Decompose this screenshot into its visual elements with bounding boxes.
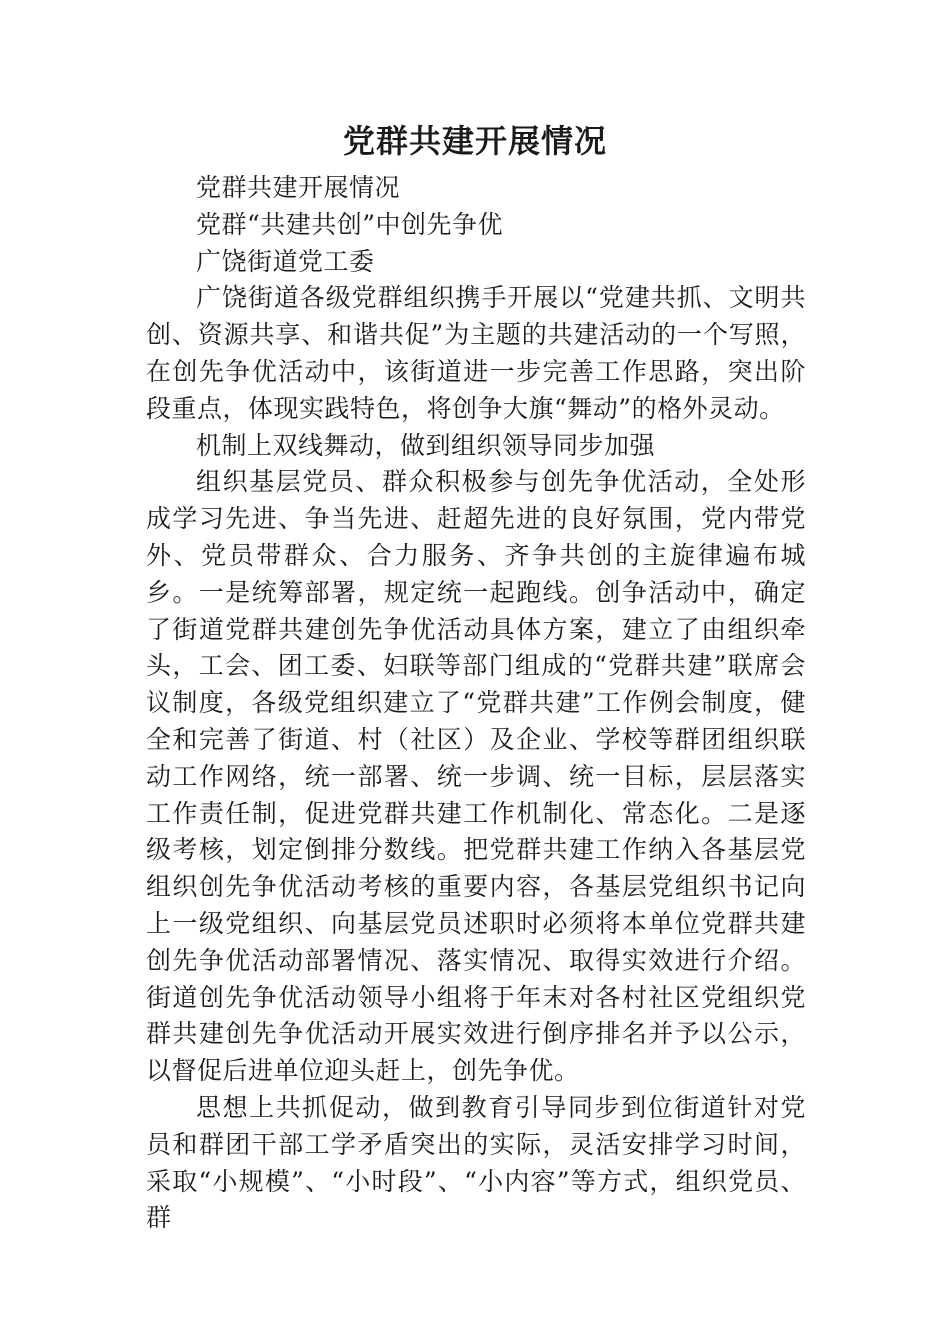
section-heading-mechanism: 机制上双线舞动，做到组织领导同步加强 [196,430,656,460]
paragraph-subtitle: 党群共建开展情况 [196,173,401,202]
paragraph-headline: 党群“共建共创”中创先争优 [196,209,504,239]
document-body [146,170,806,1237]
paragraph-mechanism: 组织基层党员、群众积极参与创先争优活动，全处形成学习先进、争当先进、赶超先进的良好氛围，党内带党外、党员带群众、合力服务、齐争共创的主旋律遍布城乡。一是统筹部署，规定统一起跑线。创争活动中，确定了街道党群共建创先争优活动具体方案，建立了由组织牵头，工会、团工委、妇联等部门组成的“党群共建”联席会议制度，各级党组织建立了“党群共建”工作例会制度，健全和完善了街道、村（社区）及企业、学校等群团组织联动工作网络，统一部署、统一步调、统一目标，层层落实工作责任制，促进党群共建工作机制化、常态化。二是逐级考核，划定倒排分数线。把党群共建工作纳入各基层党组织创先争优活动考核的重要内容，各基层党组织书记向上一级党组织、向基层党员述职时必须将本单位党群共建创先争优活动部署情况、落实情况、取得实效进行介绍。街道创先争优活动领导小组将于年末对各村社区党组织党群共建创先争优活动开展实效进行倒序排名并予以公示，以督促后进单位迎头赶上，创先争优。 [146,467,806,1086]
paragraph-intro: 广饶街道各级党群组织携手开展以“党建共抓、文明共创、资源共享、和谐共促”为主题的共建活动的一个写照，在创先争优活动中，该街道进一步完善工作思路，突出阶段重点，体现实践特色，将创争大旗“舞动”的格外灵动。 [146,283,806,423]
document-title: 党群共建开展情况 [342,122,607,160]
paragraph-author: 广饶街道党工委 [196,246,375,276]
paragraph-ideology: 思想上共抓促动，做到教育引导同步到位街道针对党员和群团干部工学矛盾突出的实际，灵活安排学习时间，采取“小规模”、“小时段”、“小内容”等方式，组织党员、群 [146,1092,806,1233]
